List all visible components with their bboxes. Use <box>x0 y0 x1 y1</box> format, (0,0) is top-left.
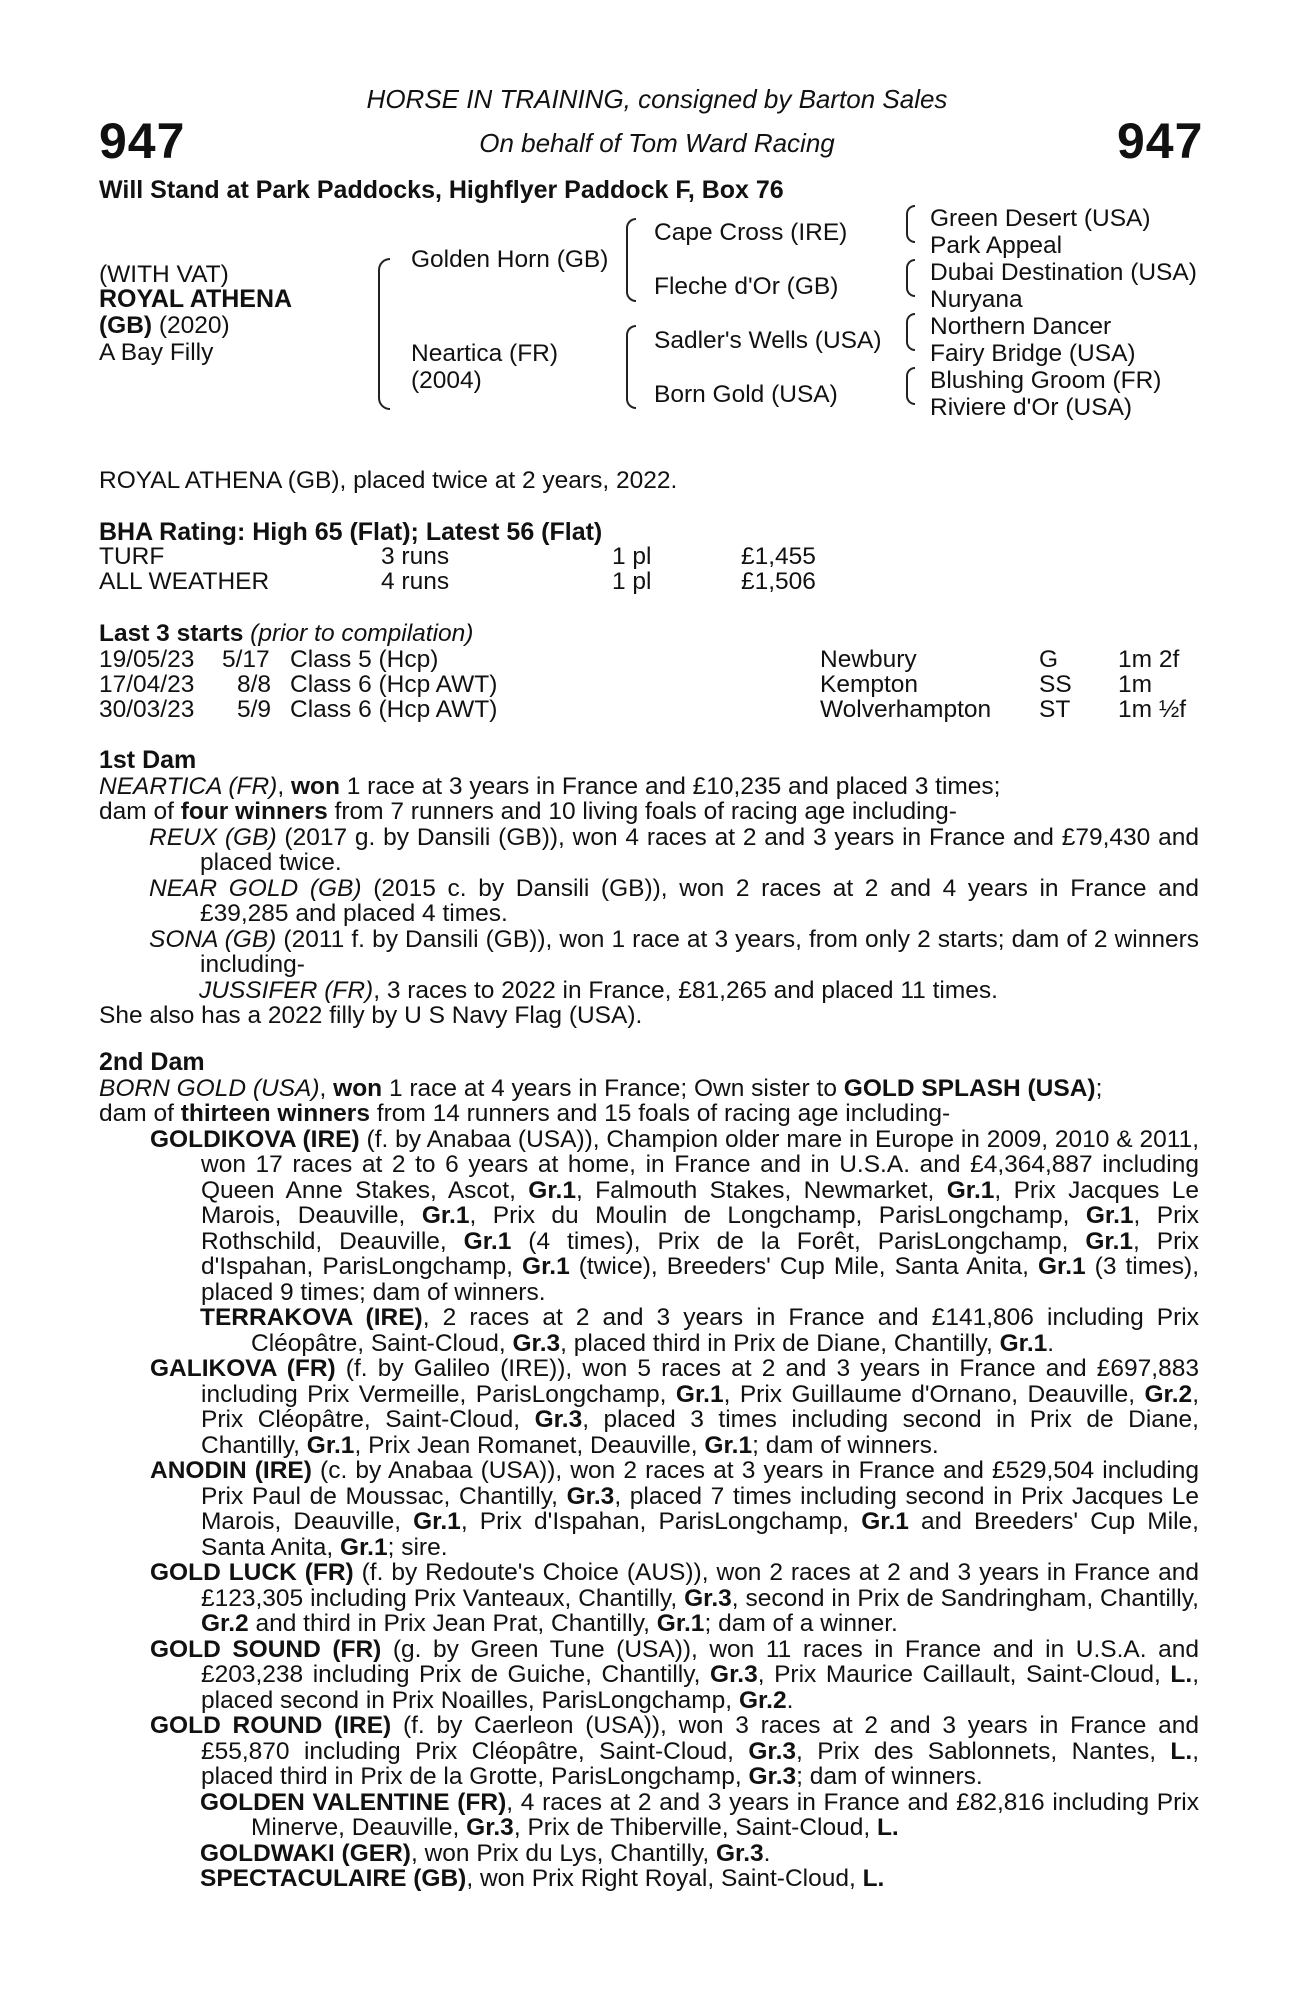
won-label: won <box>290 772 340 800</box>
rating-aw-runs: 4 runs <box>381 568 450 595</box>
grade: Gr.2 <box>738 1686 787 1714</box>
text: , won Prix du Lys, Chantilly, <box>410 1839 716 1867</box>
text: dam of <box>99 1100 181 1127</box>
starts-note: (prior to compilation) <box>243 620 474 647</box>
text: , Prix Guillaume d'Ornano, Deauville, <box>723 1380 1145 1408</box>
brace-dd <box>906 367 915 405</box>
grade: Gr.3 <box>748 1737 797 1765</box>
grade: Gr.3 <box>566 1482 615 1510</box>
progeny-sona <box>99 927 1199 978</box>
grade: Gr.1 <box>413 1508 461 1535</box>
progeny-name: TERRAKOVA (IRE) <box>200 1304 423 1331</box>
progeny-spectaculaire <box>200 1866 1199 1892</box>
dam-name-inline: BORN GOLD (USA) <box>99 1074 320 1102</box>
horse-country: (GB) <box>99 312 153 339</box>
text: , Prix des Sablonnets, Nantes, <box>796 1737 1171 1765</box>
text: , second in Prix de Sandringham, Chantilly, <box>731 1584 1199 1612</box>
start-distance: 1m 2f <box>1118 646 1180 673</box>
progeny-name: ANODIN (IRE) <box>150 1457 312 1484</box>
start-going: SS <box>1039 671 1072 698</box>
text: dam of <box>99 798 181 825</box>
rating-aw-pl: 1 pl <box>612 568 652 595</box>
lot-number-right: 947 <box>1117 113 1204 169</box>
text: (f. by Anabaa (USA)), Champion older mare in Europe in 2009, 2010 & 2011, won 17 races at 2 to 6 years at home, in France and in U.S.A. and £4,364,887 including Queen Anne Stakes, Ascot, <box>201 1125 1199 1204</box>
g3-sdd: Nuryana <box>930 286 1023 313</box>
text: and Breeders' Cup Mile, Santa Anita, <box>201 1508 1199 1561</box>
rating-turf-surface: TURF <box>99 543 165 570</box>
starts-title <box>99 620 473 648</box>
rating-turf-pl: 1 pl <box>612 543 652 570</box>
second-dam-line2 <box>99 1101 1199 1127</box>
grade: Gr.3 <box>748 1763 797 1790</box>
first-dam-section <box>99 748 1199 1029</box>
progeny-terrakova <box>200 1305 1199 1356</box>
start-class: Class 5 (Hcp) <box>290 646 439 673</box>
brace-dam <box>626 325 636 409</box>
sister-name: GOLD SPLASH (USA) <box>843 1074 1096 1102</box>
text: , Prix Jacques Le Marois, Deauville, <box>201 1176 1199 1229</box>
grade: Gr.1 <box>1085 1227 1134 1255</box>
consignor-line: HORSE IN TRAINING, consigned by Barton Sales <box>366 84 948 114</box>
grade: Gr.1 <box>1085 1202 1134 1229</box>
listed: L. <box>862 1865 885 1892</box>
grade: Gr.1 <box>522 1253 570 1280</box>
text: ; dam of winners. <box>752 1431 939 1459</box>
progeny-name: REUX (GB) <box>149 823 277 851</box>
text: (c. by Anabaa (USA)), won 2 races at 3 years in France and £529,504 including Prix Paul de Moussac, Chantilly, <box>201 1457 1200 1510</box>
grade: Gr.3 <box>512 1329 561 1357</box>
text: , Prix Maurice Caillault, Saint-Cloud, <box>757 1661 1171 1688</box>
progeny-name: NEAR GOLD (GB) <box>149 874 362 902</box>
winners-count: four winners <box>180 798 328 825</box>
progeny-gold-round <box>150 1713 1199 1790</box>
sire-name: Golden Horn (GB) <box>411 246 609 273</box>
progeny-record: (2017 g. by Dansili (GB)), won 4 races at 2 and 3 years in France and £79,430 and placed twice. <box>200 823 1199 876</box>
g3-sss: Green Desert (USA) <box>930 205 1151 232</box>
brace-sire <box>626 218 636 302</box>
stand-location: Will Stand at Park Paddocks, Highflyer Paddock F, Box 76 <box>99 176 784 204</box>
horse-summary: ROYAL ATHENA (GB), placed twice at 2 years, 2022. <box>99 467 678 494</box>
text: , placed third in Prix de Diane, Chantilly, <box>560 1329 1000 1357</box>
progeny-galikova <box>150 1356 1199 1458</box>
text: . <box>786 1686 794 1714</box>
progeny-record: (2015 c. by Dansili (GB)), won 2 races at 2 and 4 years in France and £39,285 and placed 4 times. <box>200 874 1199 927</box>
text: ; sire. <box>387 1533 448 1561</box>
g3-dsd: Fairy Bridge (USA) <box>930 340 1136 367</box>
sire-dam: Fleche d'Or (GB) <box>654 273 839 300</box>
first-dam-line1: NEARTICA (FR), won 1 race at 3 years in France and £10,235 and placed 3 times; <box>99 772 1001 800</box>
text: , Prix Jean Romanet, Deauville, <box>354 1431 705 1459</box>
dam-name: Neartica (FR) <box>411 340 559 367</box>
progeny-jussifer <box>99 978 1199 1004</box>
horse-country-year <box>99 312 230 340</box>
g3-sds: Dubai Destination (USA) <box>930 259 1197 286</box>
text: , Prix d'Ispahan, ParisLongchamp, <box>201 1227 1199 1280</box>
text: , placed 3 times including second in Prix de Diane, Chantilly, <box>201 1406 1199 1459</box>
progeny-near-gold <box>99 876 1199 927</box>
progeny-name: GOLD LUCK (FR) <box>150 1559 354 1586</box>
first-dam-also: She also has a 2022 filly by U S Navy Flag (USA). <box>99 1002 643 1029</box>
sire-sire: Cape Cross (IRE) <box>654 219 848 246</box>
rating-turf-money: £1,455 <box>741 543 816 570</box>
progeny-name: GOLDIKOVA (IRE) <box>150 1125 360 1153</box>
text: . <box>1047 1329 1055 1357</box>
start-date: 17/04/23 <box>99 671 195 698</box>
rating-title: BHA Rating: High 65 (Flat); Latest 56 (Flat) <box>99 518 603 546</box>
grade: Gr.1 <box>704 1431 753 1459</box>
listed: L. <box>876 1814 899 1841</box>
text: , Prix d'Ispahan, ParisLongchamp, <box>460 1508 862 1535</box>
text: , Prix Cléopâtre, Saint-Cloud, <box>201 1380 1199 1433</box>
brace-ds <box>906 313 915 351</box>
first-dam-line2 <box>99 799 1199 825</box>
listed: L. <box>1170 1737 1193 1765</box>
won-label: won <box>333 1074 383 1102</box>
text: ; dam of a winner. <box>704 1610 898 1637</box>
grade: Gr.2 <box>201 1610 249 1637</box>
vat-label: (WITH VAT) <box>99 261 229 288</box>
g3-dss: Northern Dancer <box>930 313 1112 340</box>
brace-ss <box>906 205 915 243</box>
grade: Gr.1 <box>306 1431 355 1459</box>
progeny-name: GOLDWAKI (GER) <box>200 1839 411 1867</box>
start-class: Class 6 (Hcp AWT) <box>290 671 498 698</box>
progeny-gold-luck <box>150 1560 1199 1637</box>
rating-aw-money: £1,506 <box>741 568 816 595</box>
text: (3 times), placed 9 times; dam of winners. <box>201 1253 1200 1306</box>
text: , placed 7 times including second in Prix Jacques Le Marois, Deauville, <box>201 1482 1199 1535</box>
start-going: ST <box>1039 696 1071 723</box>
text: , Prix Rothschild, Deauville, <box>201 1202 1199 1255</box>
rating-aw-surface: ALL WEATHER <box>99 568 270 595</box>
progeny-name: SONA (GB) <box>149 925 277 953</box>
text: , Falmouth Stakes, Newmarket, <box>575 1176 947 1204</box>
brace-sd <box>906 259 915 297</box>
dam-year: (2004) <box>411 367 482 394</box>
grade: Gr.1 <box>1037 1253 1086 1280</box>
progeny-gold-sound <box>150 1637 1199 1714</box>
progeny-name: GALIKOVA (FR) <box>150 1355 336 1382</box>
start-pos: 5/9 <box>237 696 272 723</box>
g3-dds: Blushing Groom (FR) <box>930 367 1162 394</box>
text: 1 race at 4 years in France; Own sister to <box>382 1074 844 1102</box>
start-course: Kempton <box>820 671 919 698</box>
text: (f. by Redoute's Choice (AUS)), won 2 races at 2 and 3 years in France and £123,305 including Prix Vanteaux, Chantilly, <box>201 1559 1199 1612</box>
text: , Prix du Moulin de Longchamp, ParisLongchamp, <box>469 1202 1086 1229</box>
horse-name: ROYAL ATHENA <box>99 285 293 313</box>
text: (g. by Green Tune (USA)), won 11 races in France and in U.S.A. and £203,238 including Prix de Guiche, Chantilly, <box>201 1635 1200 1688</box>
horse-description: A Bay Filly <box>99 339 214 366</box>
text: , placed third in Prix de la Grotte, ParisLongchamp, <box>201 1737 1200 1790</box>
dam-sire: Sadler's Wells (USA) <box>654 327 882 354</box>
progeny-name: SPECTACULAIRE (GB) <box>200 1865 467 1892</box>
grade: Gr.3 <box>710 1661 758 1688</box>
text: from 7 runners and 10 living foals of racing age including- <box>327 798 957 825</box>
second-dam-title: 2nd Dam <box>99 1048 205 1076</box>
grade: Gr.1 <box>421 1202 470 1229</box>
second-dam-line1: BORN GOLD (USA), won 1 race at 4 years in France; Own sister to GOLD SPLASH (USA); <box>99 1074 1103 1102</box>
progeny-name: JUSSIFER (FR) <box>199 976 374 1004</box>
starts-title-text: Last 3 starts <box>99 620 244 647</box>
grade: Gr.3 <box>715 1839 764 1867</box>
lot-number-left: 947 <box>99 113 186 169</box>
grade: Gr.3 <box>684 1584 732 1612</box>
grade: Gr.2 <box>1144 1380 1193 1408</box>
text: , won Prix Right Royal, Saint-Cloud, <box>466 1865 863 1892</box>
text: , 2 races at 2 and 3 years in France and £141,806 including Prix Cléopâtre, Saint-Cloud, <box>251 1304 1199 1357</box>
grade: Gr.3 <box>534 1406 583 1433</box>
grade: Gr.1 <box>656 1610 705 1637</box>
text: (4 times), Prix de la Forêt, ParisLongchamp, <box>511 1227 1086 1255</box>
second-dam-section <box>99 1050 1199 1892</box>
grade: Gr.1 <box>861 1508 909 1535</box>
start-going: G <box>1039 646 1059 673</box>
dam-dam: Born Gold (USA) <box>654 381 838 408</box>
progeny-record: , 3 races to 2022 in France, £81,265 and placed 11 times. <box>373 976 998 1004</box>
text: ; <box>1095 1074 1103 1102</box>
on-behalf-line: On behalf of Tom Ward Racing <box>479 128 835 158</box>
progeny-record: (2011 f. by Dansili (GB)), won 1 race at 3 years, from only 2 starts; dam of 2 winners including- <box>200 925 1200 978</box>
grade: Gr.3 <box>466 1814 514 1841</box>
grade: Gr.1 <box>339 1533 388 1561</box>
rating-turf-runs: 3 runs <box>381 543 450 570</box>
horse-year: (2020) <box>152 312 230 339</box>
start-pos: 8/8 <box>237 671 272 698</box>
grade: Gr.1 <box>999 1329 1048 1357</box>
progeny-goldwaki <box>200 1841 1199 1867</box>
grade: Gr.1 <box>675 1380 724 1408</box>
start-class: Class 6 (Hcp AWT) <box>290 696 498 723</box>
listed: L. <box>1170 1661 1193 1688</box>
start-date: 19/05/23 <box>99 646 195 673</box>
start-distance: 1m <box>1118 671 1153 698</box>
text: . <box>763 1839 771 1867</box>
progeny-reux <box>99 825 1199 876</box>
progeny-goldikova <box>150 1127 1199 1306</box>
dam-record: 1 race at 3 years in France and £10,235 and placed 3 times; <box>339 772 1001 800</box>
progeny-name: GOLDEN VALENTINE (FR) <box>200 1788 507 1816</box>
progeny-name: GOLD SOUND (FR) <box>150 1635 382 1663</box>
progeny-golden-valentine <box>200 1790 1199 1841</box>
progeny-name: GOLD ROUND (IRE) <box>150 1712 392 1739</box>
start-distance: 1m ½f <box>1118 696 1187 723</box>
brace-main <box>378 258 390 410</box>
text: ; dam of winners. <box>796 1763 983 1790</box>
text: (twice), Breeders' Cup Mile, Santa Anita, <box>569 1253 1038 1280</box>
text: and third in Prix Jean Prat, Chantilly, <box>248 1610 657 1637</box>
text: , 4 races at 2 and 3 years in France and £82,816 including Prix Minerve, Deauville, <box>251 1788 1199 1841</box>
start-pos: 5/17 <box>222 646 270 673</box>
grade: Gr.1 <box>946 1176 995 1204</box>
dam-name-inline: NEARTICA (FR) <box>99 772 278 800</box>
g3-ssd: Park Appeal <box>930 232 1063 259</box>
text: , Prix de Thiberville, Saint-Cloud, <box>513 1814 877 1841</box>
text: from 14 runners and 15 foals of racing age including- <box>369 1100 951 1127</box>
start-course: Wolverhampton <box>820 696 992 723</box>
progeny-anodin <box>150 1458 1199 1560</box>
text: (f. by Caerleon (USA)), won 3 races at 2 and 3 years in France and £55,870 including Prix Cléopâtre, Saint-Cloud, <box>201 1712 1200 1765</box>
start-course: Newbury <box>820 646 917 673</box>
start-date: 30/03/23 <box>99 696 195 723</box>
g3-ddd: Riviere d'Or (USA) <box>930 394 1133 421</box>
text: (f. by Galileo (IRE)), won 5 races at 2 and 3 years in France and £697,883 including Prix Vermeille, ParisLongchamp, <box>201 1355 1199 1408</box>
grade: Gr.1 <box>528 1176 576 1204</box>
grade: Gr.1 <box>463 1227 512 1255</box>
winners-count: thirteen winners <box>180 1100 370 1127</box>
first-dam-title: 1st Dam <box>99 746 197 774</box>
text: , placed second in Prix Noailles, ParisLongchamp, <box>201 1661 1200 1714</box>
